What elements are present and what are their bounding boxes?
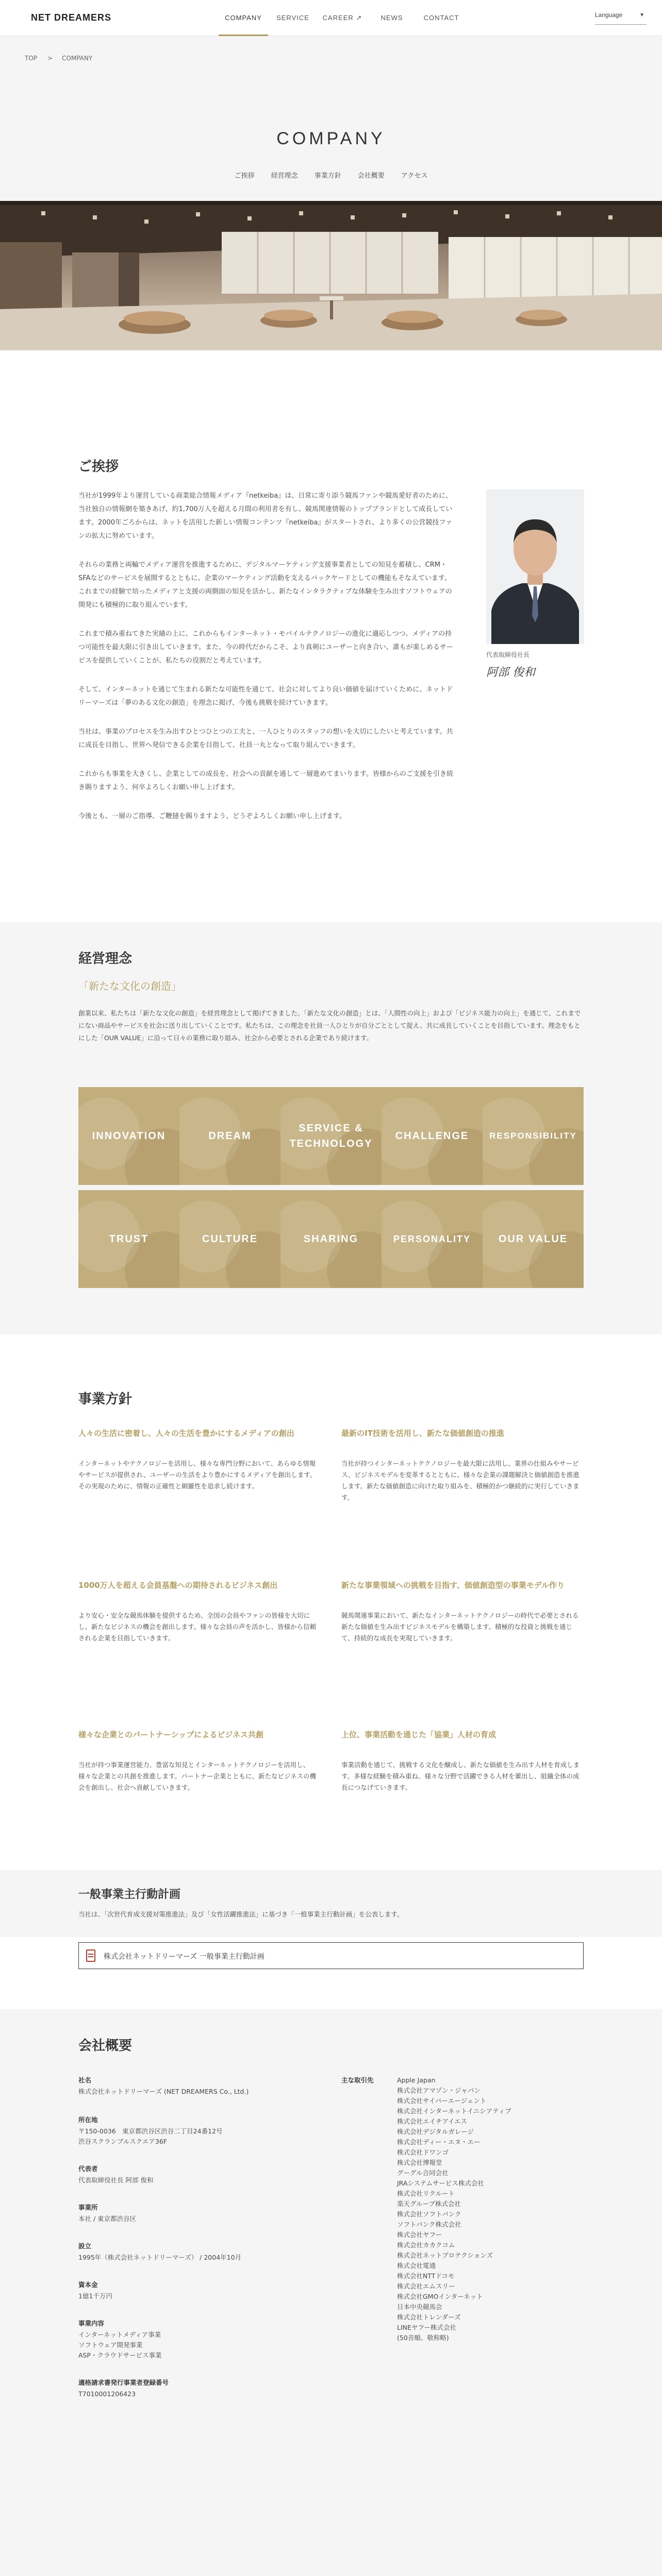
overview-value: 渋谷スクランブルスクエア36F: [78, 2138, 167, 2145]
nav-contact[interactable]: CONTACT: [423, 14, 459, 22]
overview-value: 代表取締役社長 阿部 俊和: [78, 2176, 154, 2184]
overview-value: ソフトウェア開発事業: [78, 2341, 143, 2349]
nav-company[interactable]: COMPANY: [219, 0, 268, 36]
client-item: 株式会社エイチアイエス: [397, 2117, 467, 2125]
global-nav: [219, 0, 466, 36]
overview-value: 〒150-0036 東京都渋谷区渋谷二丁目24番12号: [78, 2127, 223, 2135]
greeting-paragraph: これからも事業を大きくし、企業としての成長を、社会への貢献を通して一層進めてまいります。皆様からのご支援を引き続き賜りますよう、何卒よろしくお願い申し上げます。: [78, 770, 453, 791]
page-title: COMPANY: [276, 129, 386, 148]
policy-heading: 新たな事業領域への挑戦を目指す、価値創造型の事業モデル作り: [341, 1581, 565, 1590]
anchor-overview[interactable]: 会社概要: [357, 172, 385, 180]
value-tile-service-technology: [280, 1087, 382, 1185]
action-plan-link[interactable]: [78, 1942, 584, 1969]
value-tile-dream: [179, 1087, 280, 1185]
client-item: 株式会社ドワンゴ: [397, 2148, 449, 2156]
pdf-icon: [86, 1950, 95, 1962]
language-select[interactable]: [595, 11, 647, 25]
breadcrumb-current: COMPANY: [62, 55, 93, 62]
overview-title: 会社概要: [78, 2038, 133, 2054]
overview-value: ASP・クラウドサービス事業: [78, 2351, 162, 2359]
greeting-paragraph: 当社が1999年より運営している商業総合情報メディア『netkeiba』は、日常に寄り添う競馬ファンや競馬愛好者のために、当社独自の情報網を築きあげ、約1,700万人を超える月間の利用者を有し、競馬関連情報のトップブランドとして成長しています。2000年ごろからは、ネットを活用した新しい情報コンテンツ『netkeiba』がスタートされ、より多くの公営競技ファンの拡大に努めています。: [78, 492, 453, 540]
client-item: ソフトバンク株式会社: [397, 2221, 461, 2228]
client-item: 株式会社博報堂: [397, 2159, 442, 2166]
greeting-paragraph: 当社は、事業のプロセスを生み出すひとつひとつの工夫と、一人ひとりのスタッフの想いを大切にしたいと考えています。共に成長を目指し、世界へ発信できる企業を目指して、社員一丸となって取り組んでいきます。: [78, 728, 453, 749]
client-item: Apple Japan: [397, 2076, 436, 2084]
language-label: Language: [595, 11, 623, 19]
client-item: 株式会社ネットプロテクションズ: [397, 2251, 493, 2259]
greeting-paragraph: それらの業務と両輪でメディア運営を推進するために、デジタルマーケティング支援事業者としての知見を蓄積し、CRM・SFAなどのサービスを展開するとともに、企業のマーケティング活動を支えるバックヤードとしての機能もそなえています。これまでの経験で培ったメディアと支援の両側面の知見を活かし、新たなインタラクティブな体験を生み出すソフトウェアの開発にも積極的に取り組んでいます。: [78, 561, 452, 609]
overview-value: 1億1千万円: [78, 2292, 112, 2300]
chevron-down-icon: ▼: [639, 12, 644, 18]
greeting-body: [78, 489, 457, 823]
value-tile-label: CULTURE: [202, 1233, 258, 1245]
overview-label: 事業所: [78, 2204, 98, 2211]
policy-heading: 1000万人を超える会員基盤への期待されるビジネス創出: [78, 1581, 278, 1590]
anchor-policy[interactable]: 事業方針: [314, 172, 341, 180]
client-item: 株式会社トレンダーズ: [397, 2313, 461, 2321]
value-tile-label: SERVICE & TECHNOLOGY: [289, 1123, 373, 1149]
value-tile-label: INNOVATION: [92, 1130, 166, 1142]
value-tile-label: RESPONSIBILITY: [489, 1131, 577, 1141]
client-item: 株式会社ソフトバンク: [397, 2210, 461, 2218]
client-item: LINEヤフー株式会社: [397, 2324, 457, 2331]
philosophy-title: 経営理念: [78, 951, 133, 967]
value-tile-our-value: [483, 1190, 584, 1288]
overview-value: 株式会社ネットドリーマーズ (NET DREAMERS Co., Ltd.): [78, 2088, 249, 2095]
value-tile-label: TRUST: [109, 1233, 149, 1245]
site-logo[interactable]: NET DREAMERS: [31, 12, 112, 23]
overview-label: 事業内容: [78, 2319, 105, 2327]
client-item: 楽天グループ株式会社: [397, 2200, 461, 2208]
client-item: 株式会社NTTドコモ: [397, 2272, 455, 2280]
page-head: [0, 82, 662, 201]
client-item: 株式会社GMOインターネット: [397, 2293, 483, 2300]
policy-text: 事業活動を通じて、挑戦する文化を醸成し、新たな価値を生み出す人材を育成します。多様な経験を積み重ね、様々な分野で活躍できる人材を輩出し、組織全体の成長につなげていきます。: [341, 1761, 580, 1791]
overview-label: 代表者: [78, 2165, 98, 2173]
nav-career[interactable]: CAREER ↗: [322, 14, 362, 22]
client-item: 株式会社デジタルガレージ: [397, 2128, 474, 2136]
overview-value: インターネットメディア事業: [78, 2331, 161, 2338]
client-item: 株式会社エムスリー: [397, 2282, 455, 2290]
action-plan-link-label: 株式会社ネットドリーマーズ 一般事業主行動計画: [104, 1953, 264, 1961]
ceo-caption: 代表取締役社長: [486, 651, 530, 658]
overview-section: [0, 2009, 662, 2576]
policy-heading: 様々な企業とのパートナーシップによるビジネス共創: [78, 1730, 263, 1739]
overview-value: 本社 / 東京都渋谷区: [78, 2215, 137, 2223]
client-item: (50音順、敬称略): [397, 2334, 449, 2342]
policy-text: インターネットやテクノロジーを活用し、様々な専門分野において、あらゆる情報やサービスが提供され、ユーザーの生活をより豊かにするメディアを創出します。その実現のために、情報の正確性と網羅性を追求し続けます。: [78, 1460, 317, 1490]
philosophy-body: 創業以来、私たちは「新たな文化の創造」を経営理念として掲げてきました。「新たな文化の創造」とは、「人間性の向上」および「ビジネス能力の向上」を通じて、これまでにない商品やサービスを社会に送り出していくことです。私たちは、この理念を社員一人ひとりが自分ごととして捉え、共に成長していくことを目指しています。理念をもとにした「OUR VALUE」に沿って日々の業務に取り組み、社会から必要とされる企業であり続けます。: [78, 1009, 581, 1042]
client-item: グーグル合同会社: [397, 2169, 449, 2177]
value-tile-trust: [78, 1190, 179, 1288]
policy-heading: 最新のIT技術を活用し、新たな価値創造の推進: [341, 1429, 504, 1438]
clients-list: [397, 2075, 511, 2343]
value-tile-challenge: [382, 1087, 483, 1185]
policy-text: 競馬関連事業において、新たなインターネットテクノロジーの時代で必要とされる新たな価値を生み出すビジネスモデルを構築します。積極的な投資と挑戦を通じて、持続的な成長を実現していきます。: [341, 1612, 579, 1642]
action-plan-section: [0, 1870, 662, 1937]
greeting-title: ご挨拶: [78, 459, 119, 474]
office-illustration: [0, 201, 662, 350]
philosophy-tagline: 「新たな文化の創造」: [78, 980, 181, 992]
ceo-photo: [486, 489, 584, 644]
action-plan-title: 一般事業主行動計画: [78, 1888, 181, 1901]
value-tile-label: SHARING: [303, 1233, 359, 1245]
value-tile-sharing: [280, 1190, 382, 1288]
policy-text: より安心・安全な競馬体験を提供するため、全国の会員やファンの皆様を大切にし、新たなビジネスの機会を創出します。様々な会員の声を活かし、皆様から信頼される企業を目指していきます。: [78, 1612, 317, 1642]
breadcrumb-separator: >: [47, 55, 53, 62]
office-hero-image: [0, 201, 662, 350]
value-tile-label: OUR VALUE: [498, 1233, 568, 1245]
clients-label: 主な取引先: [341, 2076, 374, 2084]
action-plan-body: 当社は、「次世代育成支援対策推進法」及び「女性活躍推進法」に基づき「一般事業主行動計画」を公表します。: [78, 1910, 404, 1918]
client-item: 株式会社ディー・エヌ・エー: [397, 2138, 481, 2146]
policy-heading: 人々の生活に密着し、人々の生活を豊かにするメディアの創出: [78, 1429, 294, 1438]
nav-news[interactable]: NEWS: [380, 14, 403, 22]
policy-heading: 上位、事業活動を通じた「協業」人材の育成: [341, 1730, 496, 1739]
overview-value: T7010001206423: [78, 2390, 136, 2398]
breadcrumb: [0, 36, 662, 82]
client-item: 株式会社インターネットイニシアティブ: [397, 2107, 511, 2115]
anchor-greeting[interactable]: ご挨拶: [234, 172, 255, 180]
overview-label: 適格請求書発行事業者登録番号: [78, 2379, 169, 2386]
greeting-paragraph: これまで積み重ねてきた実績の上に、これからもインターネット・モバイルテクノロジーの進化に適応しつつ、メディアの持つ可能性を最大限に引き出していきます。また、今の時代だからこそ、より真剣にユーザーと向き合い、誰もが楽しめるサービスを提供していくことが、私たちの役割だと考えています。: [78, 630, 453, 665]
overview-label: 資本金: [78, 2281, 98, 2289]
value-tile-responsibility: [483, 1087, 584, 1185]
nav-service[interactable]: SERVICE: [276, 14, 309, 22]
overview-label: 社名: [78, 2076, 92, 2084]
breadcrumb-top[interactable]: TOP: [25, 55, 38, 62]
client-item: 株式会社カカクコム: [397, 2241, 455, 2249]
value-tile-label: PERSONALITY: [393, 1234, 471, 1244]
value-tile-culture: [179, 1190, 280, 1288]
value-tile-personality: [382, 1190, 483, 1288]
policy-text: 当社が持つインターネットテクノロジーを最大限に活用し、業界の仕組みやサービス、ビジネスモデルを変革するとともに、様々な企業の課題解決と価値創造を推進します。新たな価値創造に向けた取り組みを、積極的かつ継続的に実行していきます。: [341, 1460, 580, 1501]
overview-value: 1995年（株式会社ネットドリーマーズ） / 2004年10月: [78, 2253, 242, 2261]
portrait-illustration: [486, 489, 584, 644]
client-item: 株式会社電通: [397, 2262, 436, 2269]
client-item: 日本中央競馬会: [397, 2303, 442, 2311]
greeting-paragraph: 今後とも、一層のご指導、ご鞭撻を賜りますよう、どうぞよろしくお願い申し上げます。: [78, 812, 346, 820]
client-item: JRAシステムサービス株式会社: [397, 2179, 484, 2187]
greeting-paragraph: そして、インターネットを通じて生まれる新たな可能性を通じて、社会に対してより良い価値を届けていくために、ネットドリーマーズは「夢のある文化の創造」を理念に掲げ、今後も挑戦を続けていきます。: [78, 686, 453, 707]
policy-text: 当社が持つ事業運営能力、豊富な知見とインターネットテクノロジーを活用し、様々な企業との共創を推進します。パートナー企業とともに、新たなビジネスの機会を創出し、社会へ貢献していきます。: [78, 1761, 317, 1791]
client-item: 株式会社リクルート: [397, 2190, 455, 2197]
overview-label: 所在地: [78, 2116, 98, 2124]
value-tile-label: DREAM: [208, 1130, 252, 1142]
value-tile-label: CHALLENGE: [395, 1130, 469, 1142]
anchor-philosophy[interactable]: 経営理念: [271, 172, 298, 180]
client-item: 株式会社アマゾン・ジャパン: [397, 2087, 481, 2094]
anchor-access[interactable]: アクセス: [401, 172, 428, 180]
anchor-nav: [0, 170, 662, 180]
ceo-signature: 阿部 俊和: [486, 666, 535, 679]
policy-title: 事業方針: [78, 1392, 133, 1407]
client-item: 株式会社ヤフー: [397, 2231, 442, 2239]
philosophy-section: [0, 922, 662, 1334]
overview-label: 設立: [78, 2242, 92, 2250]
value-tile-innovation: [78, 1087, 179, 1185]
client-item: 株式会社サイバーエージェント: [397, 2097, 487, 2105]
site-header: [0, 0, 662, 36]
